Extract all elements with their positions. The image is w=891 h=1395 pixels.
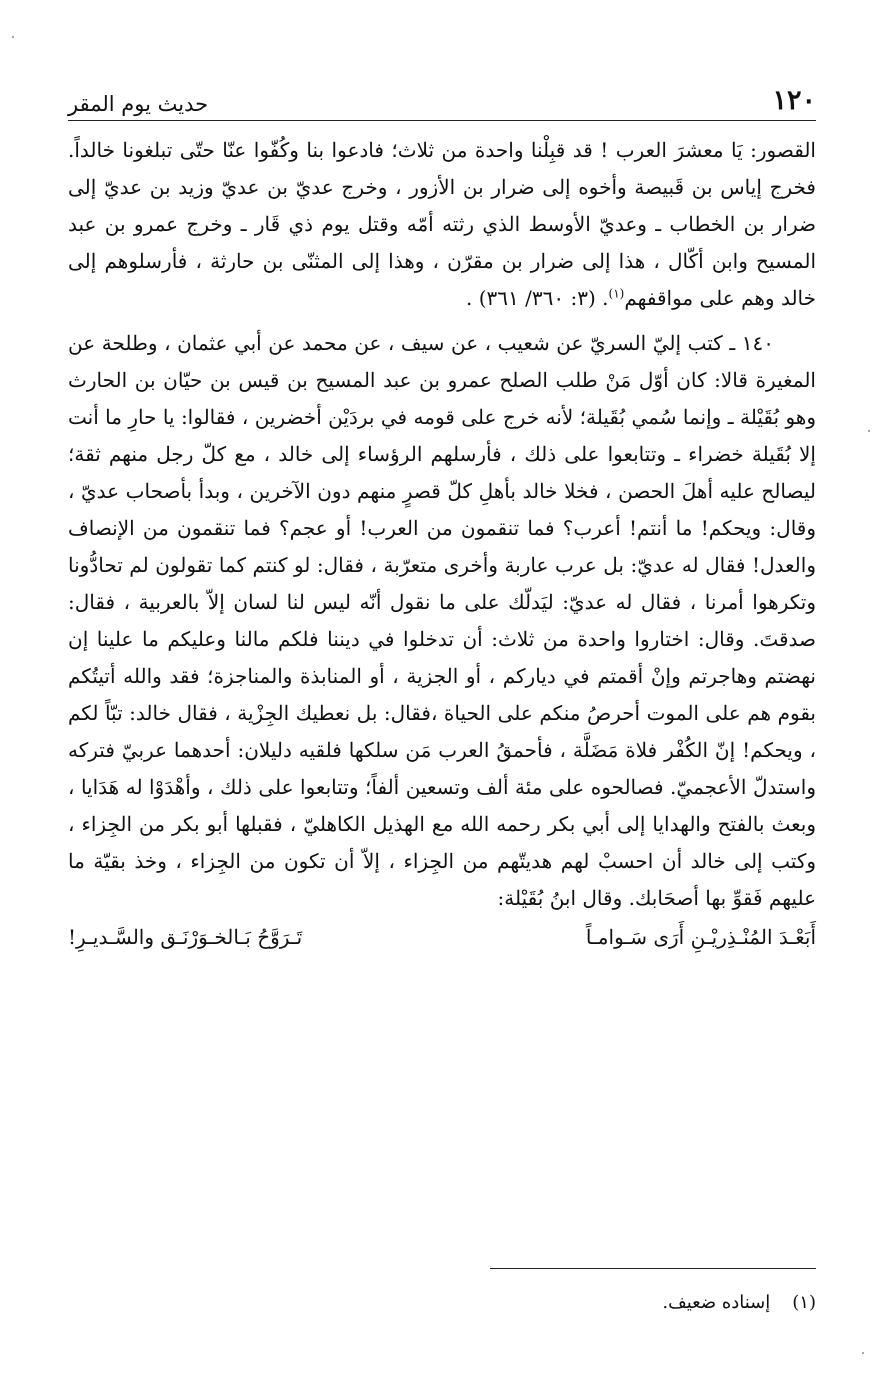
verse-first-hemistich: أَبَعْـدَ المُنْـذِريْـنِ أَرَى سَـوامـاً (585, 925, 816, 949)
footnote (662, 1292, 816, 1313)
running-header (68, 80, 816, 116)
footnote-reference: (١) (608, 286, 625, 301)
paragraph-1-text: القصور: يَا معشرَ العرب ! قد قبِلْنا واحدة من ثلاث؛ فادعوا بنا وكُفّوا عنّا حتّى تبلغونا خالداً. فخرج إياس بن قَبيصة وأخوه إلى ضرار بن الأزور ، وخرج عديّ بن عديّ وزيد بن عديّ إلى ضرار بن الخطاب ـ وعديّ الأوسط الذي رثته أمّه وقتل يوم ذي قَار ـ وخرج عمرو بن عبد المسيح وابن أكّال ، هذا إلى ضرار بن مقرّن ، وهذا إلى المثنّى بن حارثة ، فأرسلوهم إلى خالد وهم على مواقفهم (68, 138, 817, 310)
scan-speck (12, 36, 14, 38)
scan-speck (862, 1352, 864, 1354)
footnote-text: إسناده ضعيف. (662, 1292, 771, 1313)
paragraph-continuation (68, 132, 816, 317)
citation-reference: . (٣: ٣٦٠/ ٣٦١) . (466, 286, 609, 310)
running-title: حديث يوم المقر (68, 92, 209, 116)
scan-speck (868, 430, 870, 432)
verse-second-hemistich: تَـرَوَّحُ بَـالخـوَرْنَـق والسَّـديـرِ! (68, 925, 303, 949)
page-number: ١٢٠ (772, 85, 816, 116)
poetry-verse (68, 919, 816, 956)
paragraph-140: ١٤٠ ـ كتب إليّ السريّ عن شعيب ، عن سيف ، عن محمد عن أبي عثمان ، وطلحة عن المغيرة قالا: كان أوّل مَنْ طلب الصلح عمرو بن عبد المسيح بن قيس بن حيّان بن الحارث وهو بُقَيْلة ـ وإنما سُمي بُقَيلة؛ لأنه خرج على قومه في بردَيْن أخضرين ، فقالوا: يا حارِ ما أنت إلا بُقَيلة خضراء ـ وتتابعوا على ذلك ، فأرسلهم الرؤساء إلى خالد ، مع كلّ رجل منهم ثقة؛ ليصالح عليه أهلَ الحصن ، فخلا خالد بأهلِ كلّ قصرٍ منهم دون الآخرين ، وبدأ بأصحاب عديّ ، وقال: ويحكم! ما أنتم! أعرب؟ فما تنقمون من العرب! أو عجم؟ فما تنقمون من الإنصاف والعدل! فقال له عديّ: بل عرب عاربة وأخرى متعرّبة ، فقال: لو كنتم كما تقولون لم تحادُّونا وتكرهوا أمرنا ، فقال له عديّ: ليَدلّك على ما نقول أنّه ليس لنا لسان إلاّ بالعربية ، فقال: صدقتَ. وقال: اختاروا واحدة من ثلاث: أن تدخلوا في ديننا فلكم مالنا وعليكم ما علينا إن نهضتم وهاجرتم وإنْ أقمتم في دياركم ، أو الجزية ، أو المنابذة والمناجزة؛ فقد والله أتيتُكم بقوم هم على الموت أحرصُ منكم على الحياة ،فقال: بل نعطيك الجِزْية ، فقال خالد: تبّاً لكم ، ويحكم! إنّ الكُفْر فلاة مَضَلَّة ، فأحمقُ العرب مَن سلكها فلقيه دليلان: أحدهما عربيّ فتركه واستدلّ الأعجميّ. فصالحوه على مئة ألف وتسعين ألفاً؛ وتتابعوا على ذلك ، وأهْدَوْا له هَدَايا ، وبعث بالفتح والهدايا إلى أبي بكر رحمه الله مع الهذيل الكاهليّ ، فقبلها أبو بكر من الجِزاء ، وكتب إلى خالد أن احسبْ لهم هديتّهم من الجِزاء ، إلاّ أن تكون من الجِزاء ، وخذ بقيّة ما عليهم فَقوِّ بها أصحَابك. وقال ابنُ بُقَيْلة: (68, 331, 816, 910)
header-rule (68, 120, 816, 121)
footnote-separator (490, 1268, 816, 1269)
body-text (68, 132, 816, 956)
footnote-marker: (١) (792, 1292, 816, 1313)
